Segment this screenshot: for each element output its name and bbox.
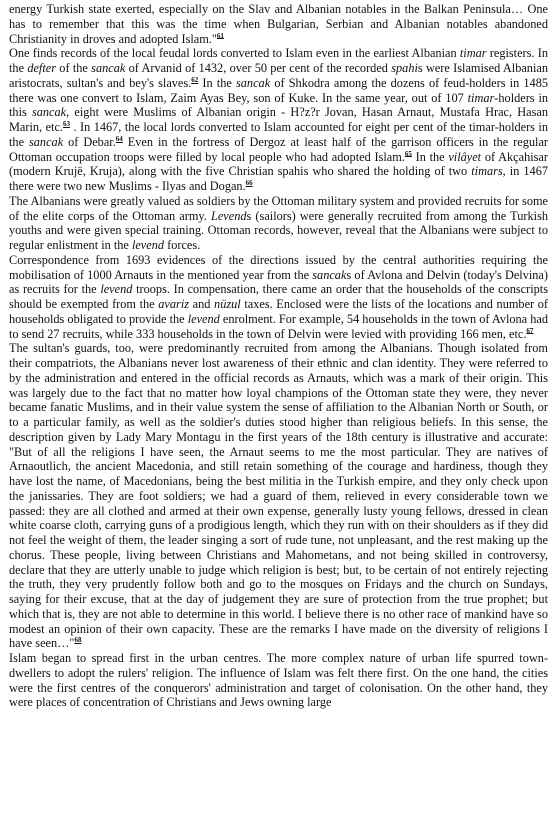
footnote-ref-link[interactable]: 65	[404, 149, 412, 158]
footnote-ref-link[interactable]: 63	[63, 119, 70, 128]
text-run: energy Turkish state exerted, especially on the Slav and Albanian notables in the Balkan Peninsula… One has to remember that this was the time when Bulgarian, Serbian and Albanian notables abandoned Christianity in droves and adopted Islam."	[9, 2, 548, 46]
text-run: Correspondence from 1693 evidences of the directions issued by the central authorities requiring the mobilisation of 1000 Arnauts in the mentioned year from the	[9, 252, 548, 282]
paragraph	[9, 194, 548, 253]
text-run: enrolment. For example, 54 households in the town of Avlona had to send 27 recruits, while 333 households in the town of Delvin were levied with providing 166 men, etc.	[9, 311, 548, 341]
text-run: of Shkodra among the dozens of feud-holders in 1485 there was one convert to Islam, Zaim Ayas Bey, son of Kuke. In the same year, out of 107	[9, 75, 548, 105]
paragraph	[9, 2, 548, 46]
text-run: forces.	[164, 238, 201, 252]
text-run: In the	[198, 75, 236, 90]
text-run: Even in the fortress of Dergoz at least half of the garrison officers in the regular Ottoman occupation troops were filled by local people who had adopted Islam.	[9, 134, 548, 164]
footnote-ref-link[interactable]: 62	[191, 75, 199, 84]
italic-term: levend	[187, 311, 220, 326]
text-run: of the	[56, 61, 92, 75]
italic-term: timar	[467, 90, 495, 105]
italic-term: levend	[131, 238, 165, 252]
text-run: s (sailors) were generally recruited from among the Turkish youths and were given special training. Ottoman records, however, reveal that the Albanians were subject to regular enlistment in the	[9, 208, 548, 252]
footnote-ref-link[interactable]: 67	[526, 326, 534, 335]
footnote-ref-link[interactable]: 61	[216, 31, 224, 40]
italic-term: defter	[27, 61, 57, 75]
italic-term: Levend	[211, 208, 247, 223]
text-run: of Akçahisar (modern Krujë, Kruja), along with the five Christian spahis who shared the holding of two	[9, 149, 548, 179]
paragraph	[9, 341, 548, 651]
text-run: of Debar.	[63, 134, 116, 149]
italic-term: sancak	[31, 105, 67, 120]
italic-term: sancak	[236, 75, 271, 90]
italic-term: spahi	[391, 61, 418, 75]
text-run: Islam began to spread first in the urban centres. The more complex nature of urban life spurred town-dwellers to adopt the rulers' religion. The influence of Islam was felt there first. On the one hand, the cities were the first centres of the conquerors' administration and target of colonisation. On the other hand, they were places of concentration of Christians and Jews owning large	[9, 651, 548, 710]
italic-term: vilâyet	[448, 149, 482, 164]
text-run: troops. In compensation, there came an order that the households of the conscripts should be exempted from the	[9, 282, 549, 311]
italic-term: nüzul	[214, 297, 241, 311]
italic-term: avariz	[158, 297, 190, 311]
text-run: s of Avlona and Delvin (today's Delvina) as recruits for the	[9, 267, 548, 297]
footnote-ref-link[interactable]: 66	[245, 178, 253, 187]
text-run: . In 1467, the local lords converted to Islam accounted for eight per cent of the timar-holders in the	[9, 120, 548, 149]
italic-term: sancak	[29, 134, 64, 149]
text-run: registers. In the	[9, 46, 548, 75]
footnote-ref-link[interactable]: 64	[115, 134, 123, 143]
text-run: The sultan's guards, too, were predominantly recruited from among the Albanians. Though isolated from their compatriots, the Albanians never lost awareness of their ethnic and clan identity. They were referred to by the administration and entered in the official records as Arnauts, which was a mark of their origin. This was largely due to the fact that no matter how loyal champions of the Ottoman state they were, they never became fanatic Muslims, and in their value system the sense of affiliation to the Albanian North or South, or to a particular family, as well as the soldier's duties stood higher than religious beliefs. In this sense, the description given by Lady Mary Montagu in the first years of the 18th century is illustrative and accurate: "But of all the religions I have seen, the Arnaut seems to me the most particular. They are natives of Arnaoutlich, the ancient Macedonia, and still retain something of the courage and hardiness, though they have lost the name, of Macedonians, being the best militia in the Turkish empire, and they only check upon the janissaries. They are foot soldiers; we had a guard of them, relieved in every considerable town we passed: they are all clothed and armed at their own expense, generally lusty young fellows, dressed in clean white coarse cloth, carrying guns of a prodigious length, which they run with on their shoulders as if they did not feel the weight of them, the leader singing a sort of rude tune, not unpleasant, and the rest making up the chorus. These people, living between Christians and Mahometans, and not being skilled in controversy, declare that they are utterly unable to judge which religion is best; but, to be certain of not entirely rejecting the truth, they very prudently follow both and go to the mosques on Fridays and the church on Sundays, saying for their excuse, that at the day of judgement they are sure of protection from the true prophet; but which that is, they are not able to determine in this world. I believe there is no other race of mankind have so modest an opinion of their own capacity. These are the remarks I have made on the diversity of religions I have seen…"	[9, 341, 548, 651]
text-run: taxes. Enclosed were the lists of the locations and number of households obligated to provide the	[9, 297, 548, 326]
text-run: -holders in this	[9, 90, 549, 120]
italic-term: timar	[459, 46, 487, 61]
paragraph	[9, 46, 548, 194]
text-run: , eight were Muslims of Albanian origin - H?z?r Jovan, Hasan Arnaut, Mustafa Hrac, Hasan Marin, etc.	[9, 105, 548, 134]
paragraph	[9, 253, 548, 342]
text-run: and	[189, 297, 215, 311]
text-run: , in 1467 there were two new Muslims - Ilyas and Dogan.	[9, 164, 548, 193]
text-run: s were Islamised Albanian aristocrats, sultan's and bey's slaves.	[9, 61, 548, 90]
footnote-ref-link[interactable]: 68	[74, 636, 82, 645]
text-run: The Albanians were greatly valued as soldiers by the Ottoman military system and provided recruits for some of the elite corps of the Ottoman army.	[9, 193, 548, 223]
text-run: One finds records of the local feudal lords converted to Islam even in the earliest Albanian	[9, 46, 460, 61]
paragraph	[9, 651, 548, 710]
italic-term: sancak	[312, 267, 347, 282]
text-run: of Arvanid of 1432, over 50 per cent of the recorded	[125, 61, 392, 75]
italic-term: sancak	[91, 61, 126, 75]
text-run: In the	[411, 149, 449, 164]
italic-term: timars	[471, 164, 503, 179]
italic-term: levend	[100, 282, 133, 297]
